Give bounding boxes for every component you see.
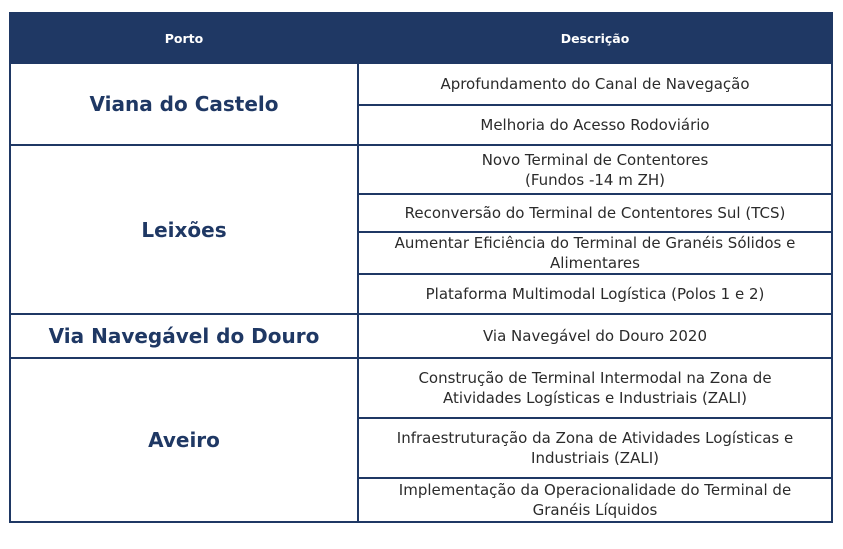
description-cell [358, 145, 832, 194]
description-cell [358, 418, 832, 478]
description-cell [358, 358, 832, 418]
table-row [10, 314, 832, 358]
description-line: (Fundos -14 m ZH) [524, 170, 665, 189]
port-name: Viana do Castelo [10, 63, 358, 145]
description-line: Alimentares [550, 254, 640, 272]
description-cell: Aprofundamento do Canal de Navegação [358, 63, 832, 105]
description-cell [358, 478, 832, 522]
port-name: Leixões [10, 145, 358, 314]
description-line: Novo Terminal de Contentores [481, 150, 709, 169]
table-row [10, 358, 832, 418]
description-cell: Melhoria do Acesso Rodoviário [358, 105, 832, 145]
port-name: Via Navegável do Douro [10, 314, 358, 358]
description-line: Granéis Líquidos [532, 501, 658, 519]
description-cell: Via Navegável do Douro 2020 [358, 314, 832, 358]
header-porto: Porto [10, 13, 358, 63]
description-cell: Reconversão do Terminal de Contentores Sul (TCS) [358, 194, 832, 232]
description-line: Infraestruturação da Zona de Atividades Logísticas e [396, 429, 794, 447]
description-line: Atividades Logísticas e Industriais (ZALI) [443, 389, 747, 407]
header-row [10, 13, 832, 63]
table-row [10, 63, 832, 105]
ports-table [9, 12, 833, 523]
description-line: Industriais (ZALI) [531, 449, 659, 467]
description-line: Implementação da Operacionalidade do Terminal de [398, 481, 792, 499]
description-cell: Plataforma Multimodal Logística (Polos 1 e 2) [358, 274, 832, 314]
description-line: Aumentar Eficiência do Terminal de Granéis Sólidos e [394, 234, 796, 252]
port-name: Aveiro [10, 358, 358, 522]
table-row [10, 145, 832, 194]
description-line: Construção de Terminal Intermodal na Zona de [418, 369, 772, 387]
header-descricao: Descrição [358, 13, 832, 63]
description-cell [358, 232, 832, 274]
